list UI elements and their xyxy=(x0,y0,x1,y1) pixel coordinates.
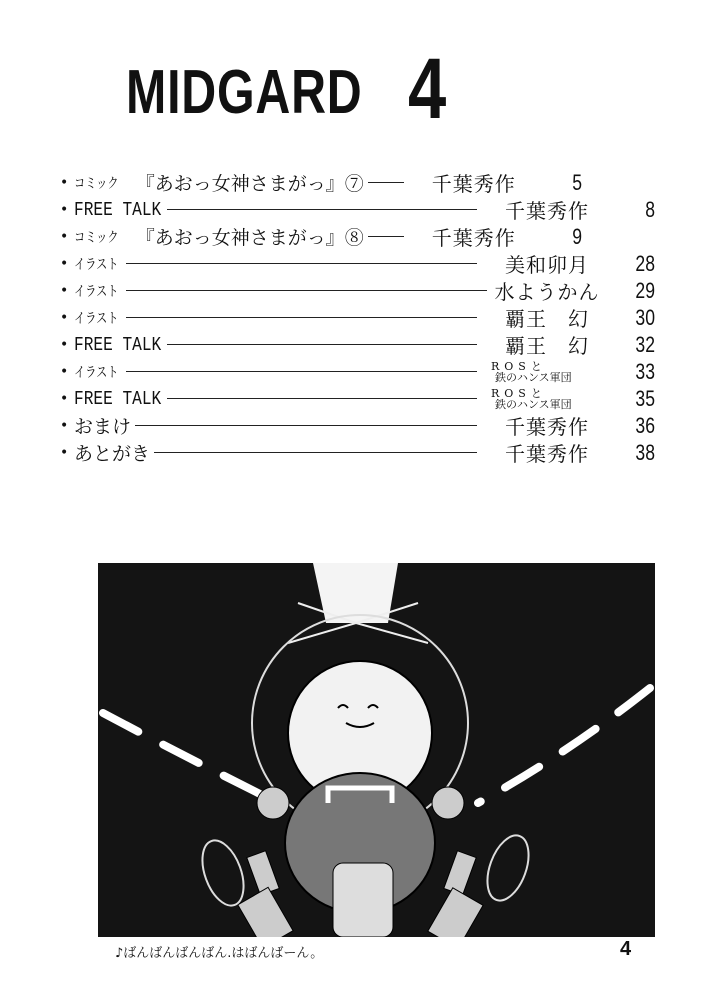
toc-author: 覇王 幻 xyxy=(505,334,589,358)
toc-label: イラスト xyxy=(74,256,119,273)
leader-line xyxy=(126,263,477,264)
toc-page: 35 xyxy=(635,385,655,411)
toc-author: 千葉秀作 xyxy=(431,226,516,250)
toc-author: 千葉秀作 xyxy=(505,442,589,466)
toc-author: 千葉秀作 xyxy=(505,415,589,439)
bullet: • xyxy=(60,444,69,461)
toc-author: 千葉秀作 xyxy=(431,172,516,196)
toc-page: 8 xyxy=(645,196,655,222)
toc-row xyxy=(60,358,655,385)
toc-label: イラスト xyxy=(74,283,119,300)
leader-line xyxy=(368,236,404,237)
toc-label: FREE TALK xyxy=(74,198,162,221)
toc-author: 千葉秀作 xyxy=(505,199,589,223)
table-of-contents xyxy=(60,169,655,466)
bullet: • xyxy=(60,309,69,326)
toc-label: コミック xyxy=(74,229,119,246)
toc-page: 33 xyxy=(635,358,655,384)
leader-line xyxy=(154,452,477,453)
toc-row xyxy=(60,169,655,196)
toc-label: おまけ xyxy=(74,416,132,438)
bullet: • xyxy=(60,336,69,353)
bullet: • xyxy=(60,201,69,218)
robot-illustration xyxy=(98,563,655,937)
toc-title: 『あおっ女神さまがっ』⑧ xyxy=(135,227,364,249)
page-title: MIDGARD xyxy=(126,58,363,127)
toc-label: イラスト xyxy=(74,364,119,381)
toc-author-line2: 鉄のハンス軍団 xyxy=(495,370,572,384)
bullet: • xyxy=(60,282,69,299)
toc-title: 『あおっ女神さまがっ』⑦ xyxy=(135,173,364,195)
toc-author xyxy=(487,361,607,383)
toc-author xyxy=(487,388,607,410)
bullet: • xyxy=(60,363,69,380)
toc-page: 36 xyxy=(635,412,655,438)
toc-page: 9 xyxy=(571,223,582,249)
toc-author: 覇王 幻 xyxy=(505,307,589,331)
leader-line xyxy=(126,290,487,291)
toc-row xyxy=(60,385,655,412)
toc-page: 30 xyxy=(635,304,655,330)
toc-row xyxy=(60,277,655,304)
leader-line xyxy=(126,317,477,318)
toc-row xyxy=(60,412,655,439)
bullet: • xyxy=(60,390,69,407)
toc-row xyxy=(60,250,655,277)
toc-label: FREE TALK xyxy=(74,387,162,410)
illustration-caption: ♪ばんばんばんばん.はばんばーん。 xyxy=(115,946,324,961)
bullet: • xyxy=(60,255,69,272)
toc-author-line1: ROSと xyxy=(491,359,547,373)
leader-line xyxy=(167,209,477,210)
toc-page: 5 xyxy=(571,169,582,195)
bullet: • xyxy=(60,174,69,191)
toc-label: イラスト xyxy=(74,310,119,327)
leader-line xyxy=(368,182,404,183)
leader-line xyxy=(135,425,477,426)
page-number: 4 xyxy=(620,938,632,960)
toc-page: 32 xyxy=(635,331,655,357)
bullet: • xyxy=(60,417,69,434)
leader-line xyxy=(167,344,477,345)
bullet: • xyxy=(60,228,69,245)
toc-label: コミック xyxy=(74,175,119,192)
toc-author-line1: ROSと xyxy=(491,386,547,400)
toc-row xyxy=(60,196,655,223)
toc-page: 29 xyxy=(635,277,655,303)
volume-number: 4 xyxy=(408,41,447,137)
leader-line xyxy=(167,398,477,399)
toc-author-line2: 鉄のハンス軍団 xyxy=(495,397,572,411)
toc-row xyxy=(60,304,655,331)
toc-row xyxy=(60,331,655,358)
toc-label: FREE TALK xyxy=(74,333,162,356)
toc-author: 水ようかん xyxy=(494,280,600,304)
robot-front-leg xyxy=(333,863,393,937)
toc-author: 美和卯月 xyxy=(505,253,589,277)
toc-row xyxy=(60,223,655,250)
robot-drawing xyxy=(98,563,655,937)
toc-page: 38 xyxy=(635,439,655,465)
toc-row xyxy=(60,439,655,466)
leader-line xyxy=(126,371,477,372)
toc-page: 28 xyxy=(635,250,655,276)
toc-label: あとがき xyxy=(74,443,151,465)
